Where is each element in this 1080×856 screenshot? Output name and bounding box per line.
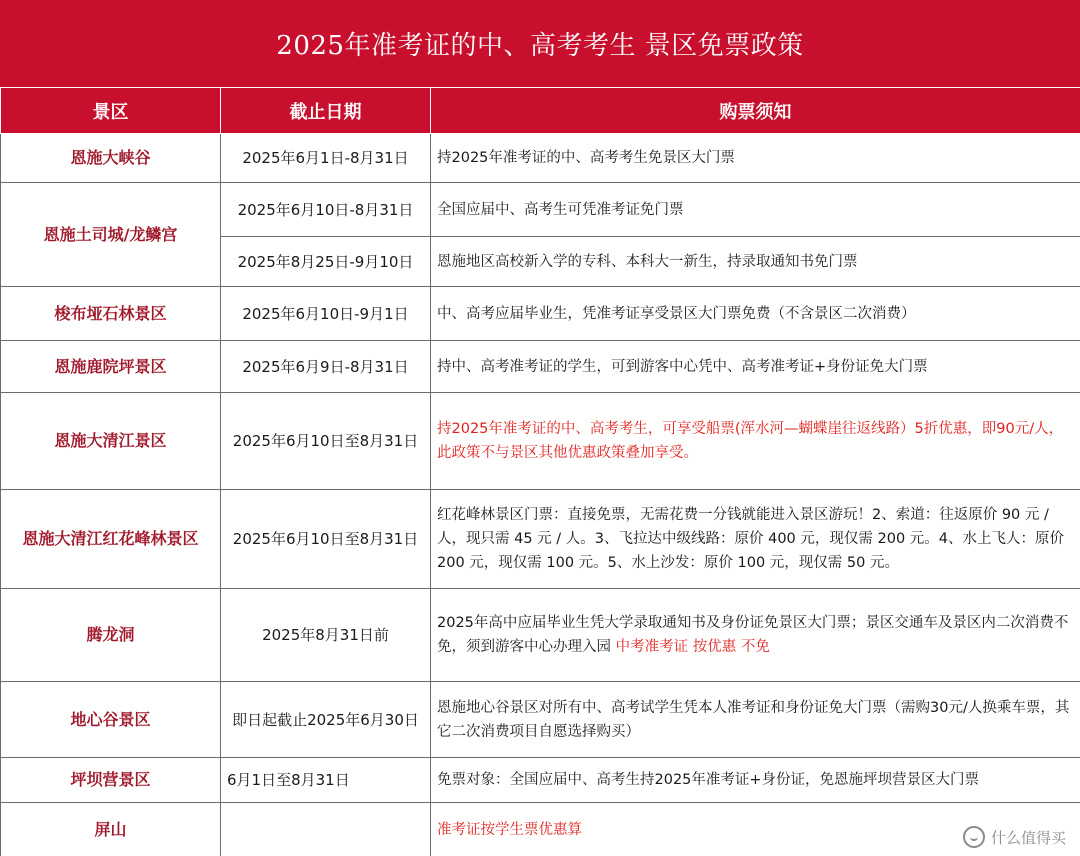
notice-text: 恩施地心谷景区对所有中、高考试学生凭本人准考证和身份证免大门票（需购30元/人换乘车票，其它二次消费项目自愿选择购买） <box>431 682 1080 758</box>
deadline-date: 即日起截止2025年6月30日 <box>221 682 431 758</box>
deadline-date: 2025年8月25日-9月10日 <box>221 237 431 287</box>
notice-text: 持2025年准考证的中、高考考生免景区大门票 <box>431 134 1080 183</box>
notice-text-highlight: 准考证按学生票优惠算 <box>431 803 1080 856</box>
scenic-name: 恩施大清江红花峰林景区 <box>1 490 221 589</box>
scenic-name: 恩施鹿院坪景区 <box>1 341 221 393</box>
header-notice: 购票须知 <box>431 88 1080 134</box>
scenic-name: 恩施土司城/龙鳞宫 <box>1 183 221 287</box>
notice-text: 恩施地区高校新入学的专科、本科大一新生，持录取通知书免门票 <box>431 237 1080 287</box>
table-row <box>1 490 1080 589</box>
deadline-date: 6月1日至8月31日 <box>221 758 431 803</box>
notice-text: 免票对象：全国应届中、高考生持2025年准考证+身份证，免恩施坪坝营景区大门票 <box>431 758 1080 803</box>
scenic-name: 屏山 <box>1 803 221 856</box>
watermark <box>963 826 1066 848</box>
header-deadline: 截止日期 <box>221 88 431 134</box>
table-row <box>1 682 1080 758</box>
notice-text: 持中、高考准考证的学生，可到游客中心凭中、高考准考证+身份证免大门票 <box>431 341 1080 393</box>
deadline-date: 2025年6月10日至8月31日 <box>221 393 431 490</box>
table-row <box>1 134 1080 183</box>
notice-text: 全国应届中、高考生可凭准考证免门票 <box>431 183 1080 237</box>
notice-text: 红花峰林景区门票：直接免票，无需花费一分钱就能进入景区游玩！2、索道：往返原价 90 元 / 人，现只需 45 元 / 人。3、飞拉达中级线路：原价 400 元，现仅需 200 元。4、水上飞人：原价200 元，现仅需 100 元。5、水上沙发：原价 100 元，现仅需 50 元。 <box>431 490 1080 589</box>
page-title: 2025年准考证的中、高考考生 景区免票政策 <box>0 0 1080 87</box>
notice-text-highlight: 持2025年准考证的中、高考考生，可享受船票(浑水河—蝴蝶崖往返线路）5折优惠，即90元/人，此政策不与景区其他优惠政策叠加享受。 <box>431 393 1080 490</box>
table-row <box>1 287 1080 341</box>
scenic-name: 梭布垭石林景区 <box>1 287 221 341</box>
scenic-name: 恩施大峡谷 <box>1 134 221 183</box>
notice-cell <box>431 589 1080 682</box>
watermark-text: 什么值得买 <box>990 828 1066 847</box>
table-row <box>1 758 1080 803</box>
policy-table <box>0 87 1080 856</box>
deadline-date: 2025年6月1日-8月31日 <box>221 134 431 183</box>
deadline-date: 2025年6月10日-9月1日 <box>221 287 431 341</box>
deadline-date: 2025年8月31日前 <box>221 589 431 682</box>
table-header-row <box>1 88 1080 134</box>
table-row <box>1 183 1080 237</box>
deadline-date <box>221 803 431 856</box>
scenic-name: 腾龙洞 <box>1 589 221 682</box>
table-row <box>1 393 1080 490</box>
deadline-date: 2025年6月9日-8月31日 <box>221 341 431 393</box>
notice-text-highlight: 中考准考证 按优惠 不免 <box>615 639 770 655</box>
scenic-name: 恩施大清江景区 <box>1 393 221 490</box>
notice-text: 中、高考应届毕业生，凭准考证享受景区大门票免费（不含景区二次消费） <box>431 287 1080 341</box>
table-row <box>1 589 1080 682</box>
notice-text: 2025年高中应届毕业生凭大学录取通知书及身份证免景区大门票；景区交通车及景区内二次消费不免，须到游客中心办理入园 <box>437 615 1069 655</box>
smile-logo-icon <box>963 826 985 848</box>
scenic-name: 坪坝营景区 <box>1 758 221 803</box>
header-scenic: 景区 <box>1 88 221 134</box>
deadline-date: 2025年6月10日-8月31日 <box>221 183 431 237</box>
deadline-date: 2025年6月10日至8月31日 <box>221 490 431 589</box>
table-row <box>1 341 1080 393</box>
table-row <box>1 803 1080 856</box>
scenic-name: 地心谷景区 <box>1 682 221 758</box>
